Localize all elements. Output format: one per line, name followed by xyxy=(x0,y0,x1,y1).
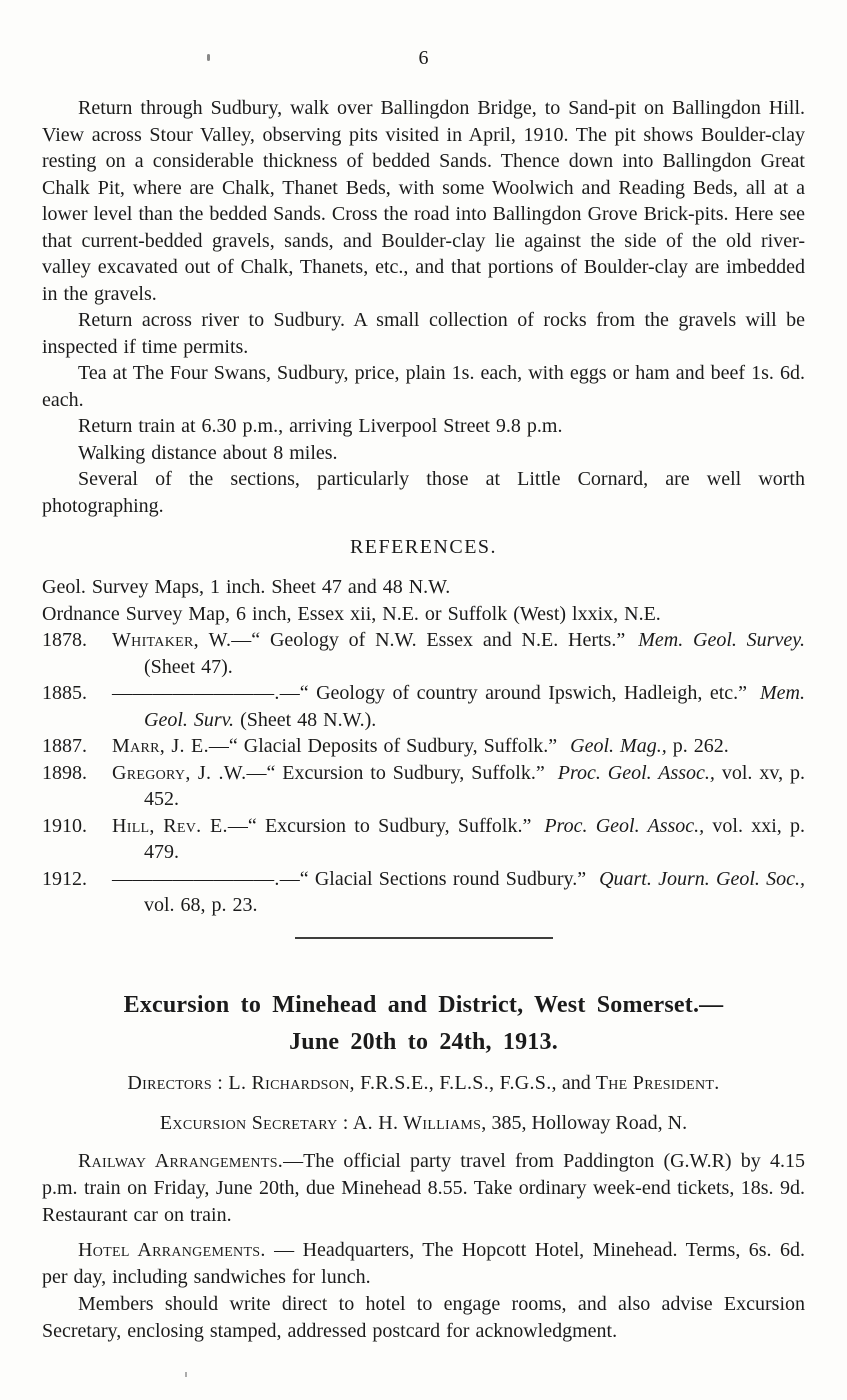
railway-arrangements-lead: Railway Arrangements. xyxy=(78,1149,284,1172)
directors-line xyxy=(42,1070,805,1096)
reference-journal: Mem. Geol. Survey. xyxy=(638,629,805,651)
paragraph-walking-distance: Walking distance about 8 miles. xyxy=(78,441,338,464)
scan-artifact xyxy=(185,1372,187,1377)
reference-author-dash: ————————. xyxy=(112,867,280,890)
reference-entry-1887 xyxy=(42,733,805,760)
references-list xyxy=(42,574,805,919)
reference-author: Whitaker, W. xyxy=(112,629,232,651)
page-number: 6 xyxy=(418,47,429,69)
reference-year: 1885. xyxy=(42,682,87,704)
reference-author: Hill, Rev. E. xyxy=(112,814,228,837)
reference-year: 1887. xyxy=(42,735,87,757)
excursion-secretary-line xyxy=(42,1110,805,1136)
railway-arrangements-text: —The official party travel from Paddington (G.W.R) by 4.15 p.m. train on Friday, June 20th, due Minehead 8.55. Take ordinary week-end tickets, 18s. 9d. Restaurant car on train. xyxy=(42,1149,806,1226)
minehead-title-line2: June 20th to 24th, 1913. xyxy=(289,1028,558,1055)
reference-journal: Mem. Geol. Surv. xyxy=(144,682,805,731)
railway-arrangements-paragraph xyxy=(42,1148,805,1229)
paragraph-sudbury-itinerary: Return through Sudbury, walk over Ballingdon Bridge, to Sand-pit on Ballingdon Hill. View across Stour Valley, observing pits visited in April, 1910. The pit shows Boulder-clay resting on a considerable thickness of bedded Sands. Thence down into Ballingdon Great Chalk Pit, where are Chalk, Thanet Beds, with some Woolwich and Reading Beds, all at a lower level than the bedded Sands. Cross the road into Ballingdon Grove Brick-pits. Here see that current-bedded gravels, sands, and Boulder-clay lie against the side of the old river-valley excavated out of Chalk, Thanets, etc., and that portions of Boulder-clay are imbedded in the gravels. xyxy=(42,97,805,305)
reference-year: 1878. xyxy=(42,629,87,651)
reference-map-line: Ordnance Survey Map, 6 inch, Essex xii, N.E. or Suffolk (West) lxxix, N.E. xyxy=(42,602,661,625)
reference-journal: Quart. Journ. Geol. Soc., xyxy=(599,867,805,890)
reference-author: Marr, J. E. xyxy=(112,735,209,757)
reference-journal: Geol. Mag., xyxy=(570,735,667,757)
directors-president: The President. xyxy=(595,1071,720,1094)
reference-author-dash: ————————. xyxy=(112,682,280,704)
reference-map-line: Geol. Survey Maps, 1 inch. Sheet 47 and 48 N.W. xyxy=(42,576,451,598)
reference-title: —“ Geology of country around Ipswich, Hadleigh, etc.” xyxy=(279,682,748,704)
hotel-arrangements-paragraph xyxy=(42,1237,805,1291)
page-content xyxy=(0,95,847,1345)
scan-artifact xyxy=(207,54,210,61)
reference-tail: (Sheet 47). xyxy=(144,655,233,678)
paragraph-return-across-river: Return across river to Sudbury. A small collection of rocks from the gravels will be inspected if time permits. xyxy=(42,309,805,358)
reference-year: 1912. xyxy=(42,867,87,890)
reference-title: —“ Glacial Deposits of Sudbury, Suffolk.” xyxy=(208,735,558,757)
reference-year: 1898. xyxy=(42,761,87,784)
paragraph-return-train: Return train at 6.30 p.m., arriving Liverpool Street 9.8 p.m. xyxy=(78,415,563,437)
directors-label: Directors : L. Richardson, F.R.S.E., F.L.S., F.G.S., xyxy=(127,1071,557,1094)
reference-title: —“ Geology of N.W. Essex and N.E. Herts.” xyxy=(231,629,626,651)
reference-entry-1912 xyxy=(42,866,805,919)
reference-entry-1910 xyxy=(42,813,805,866)
reference-title: —“ Glacial Sections round Sudbury.” xyxy=(279,867,587,890)
reference-tail: vol. xxi, p. 479. xyxy=(144,814,806,863)
secretary-label: Excursion Secretary : A. H. Williams, xyxy=(159,1111,487,1134)
reference-title: —“ Excursion to Sudbury, Suffolk.” xyxy=(227,814,532,837)
secretary-address: 385, Holloway Road, N. xyxy=(486,1111,688,1134)
minehead-section-title xyxy=(52,987,795,1061)
reference-journal: Proc. Geol. Assoc., xyxy=(557,761,715,784)
hotel-arrangements-text: — Headquarters, The Hopcott Hotel, Minehead. Terms, 6s. 6d. per day, including sandwiches for lunch. xyxy=(42,1238,805,1288)
reference-journal: Proc. Geol. Assoc., xyxy=(544,814,705,837)
reference-entry-1885 xyxy=(42,680,805,733)
reference-tail: (Sheet 48 N.W.). xyxy=(234,708,377,731)
reference-tail: p. 262. xyxy=(666,735,729,757)
section-divider xyxy=(295,937,553,939)
reference-entry-1898 xyxy=(42,760,805,813)
hotel-arrangements-lead: Hotel Arrangements. xyxy=(78,1238,266,1261)
reference-author: Gregory, J. .W. xyxy=(112,761,247,784)
references-heading: REFERENCES. xyxy=(349,536,498,558)
reference-year: 1910. xyxy=(42,814,87,837)
reference-entry-1878 xyxy=(42,627,805,680)
directors-and: and xyxy=(556,1071,596,1094)
reference-tail: vol. xv, p. 452. xyxy=(144,761,806,810)
paragraph-photographing: Several of the sections, particularly those at Little Cornard, are well worth photographing. xyxy=(42,468,805,517)
reference-tail: vol. 68, p. 23. xyxy=(144,894,258,916)
paragraph-tea: Tea at The Four Swans, Sudbury, price, plain 1s. each, with eggs or ham and beef 1s. 6d. each. xyxy=(42,362,805,411)
members-paragraph: Members should write direct to hotel to engage rooms, and also advise Excursion Secretary, enclosing stamped, addressed postcard for acknowledgment. xyxy=(42,1292,805,1342)
minehead-title-line1: Excursion to Minehead and District, West Somerset.— xyxy=(123,991,724,1018)
reference-title: —“ Excursion to Sudbury, Suffolk.” xyxy=(246,761,545,784)
